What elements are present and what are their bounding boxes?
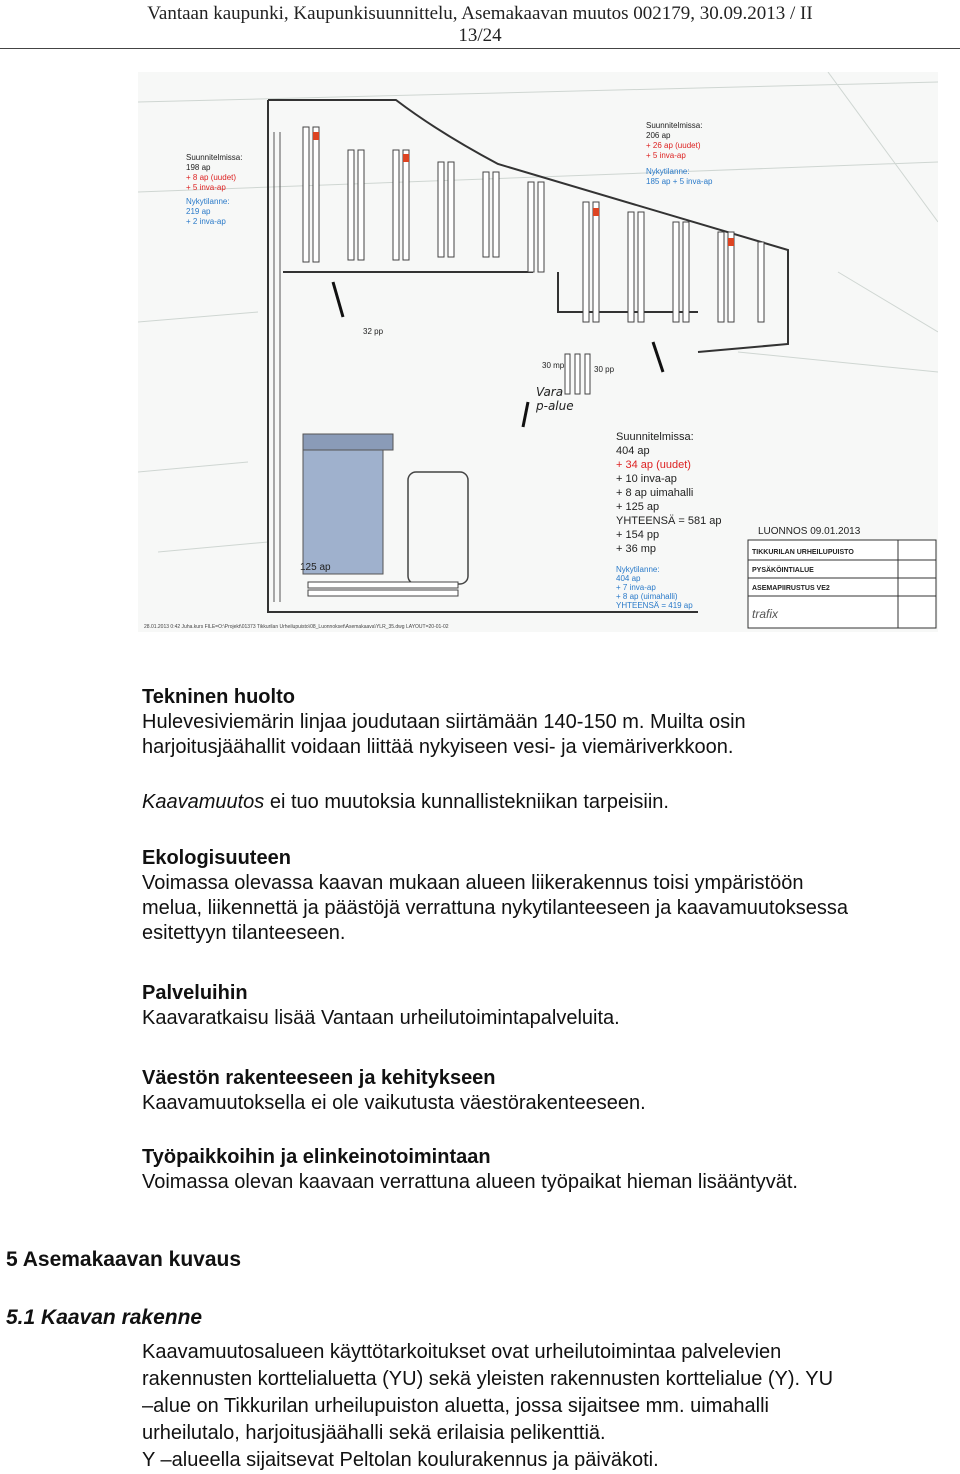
plan-block-a-now-line: + 2 inva-ap	[186, 217, 226, 226]
plan-block-a-line: + 8 ap (uudet)	[186, 173, 237, 182]
plan-block-a-line: 198 ap	[186, 163, 211, 172]
section-ekologisuuteen	[142, 846, 952, 946]
plan-file-footer: 28.01.2013 0:42 Juha.kurs FILE=O:\Projekt\01373 Tikkurilan Urheilupuisto\08_Luonnokset\Asemakaava\YLR_35.dwg LAYOUT=20-01-02	[144, 624, 449, 630]
site-plan-image	[138, 72, 938, 632]
plan-block-a-now-line: 219 ap	[186, 207, 211, 216]
plan-label-125ap: 125 ap	[300, 562, 331, 573]
section-vaesto	[142, 1066, 952, 1116]
subchapter-heading: 5.1 Kaavan rakenne	[6, 1306, 203, 1329]
section-text: melua, liikennettä ja päästöjä verrattuna nykytilanteeseen ja kaavamuutoksessa	[142, 897, 848, 919]
plan-label-30mp: 30 mp	[542, 361, 565, 370]
plan-label-30pp: 30 pp	[594, 365, 615, 374]
plan-block-b-title: Suunnitelmissa:	[646, 121, 703, 130]
plan-block-c-line: + 34 ap (uudet)	[616, 459, 691, 471]
plan-block-a-now-title: Nykytilanne:	[186, 197, 230, 206]
page-number: 13/24	[458, 25, 502, 46]
section-heading: Väestön rakenteeseen ja kehitykseen	[142, 1067, 496, 1089]
kaavamuutos-italic-word: Kaavamuutos	[142, 791, 265, 813]
plan-block-c-line: + 125 ap	[616, 501, 660, 513]
plan-block-b-line: + 5 inva-ap	[646, 151, 686, 160]
section-heading: Ekologisuuteen	[142, 847, 291, 869]
section-tekninen-huolto	[142, 685, 952, 760]
plan-block-c-now-line: + 7 inva-ap	[616, 583, 656, 592]
section-text: Hulevesiviemärin linjaa joudutaan siirtämään 140-150 m. Muilta osin	[142, 711, 746, 733]
section-kaavamuutos-note	[142, 790, 952, 815]
plan-block-c-now-line: YHTEENSÄ = 419 ap	[616, 601, 693, 610]
plan-block-c-line: + 8 ap uimahalli	[616, 487, 694, 499]
plan-block-b-now-title: Nykytilanne:	[646, 167, 690, 176]
paragraph-line: Y –alueella sijaitsevat Peltolan koulurakennus ja päiväkoti.	[142, 1449, 659, 1471]
plan-block-c-title: Suunnitelmissa:	[616, 431, 694, 443]
plan-block-c-now-line: + 8 ap (uimahalli)	[616, 592, 678, 601]
section-tyopaikat	[142, 1145, 952, 1195]
section-text: Voimassa olevassa kaavan mukaan alueen liikerakennus toisi ympäristöön	[142, 872, 804, 894]
plan-block-c-now-title: Nykytilanne:	[616, 565, 660, 574]
paragraph-line: urheilutalo, harjoitusjäähalli sekä erilaisia pelikenttiä.	[142, 1422, 606, 1444]
plan-block-c-line: YHTEENSÄ = 581 ap	[616, 515, 722, 527]
paragraph-line: –alue on Tikkurilan urheilupuiston aluetta, jossa sijaitsee mm. uimahalli	[142, 1395, 769, 1417]
plan-block-c-line: + 10 inva-ap	[616, 473, 677, 485]
plan-label-32pp: 32 pp	[363, 327, 384, 336]
section-heading: Palveluihin	[142, 982, 248, 1004]
plan-block-b-line: + 26 ap (uudet)	[646, 141, 701, 150]
plan-tb-row2: PYSÄKÖINTIALUE	[752, 567, 814, 574]
plan-logo: trafix	[752, 607, 779, 621]
plan-block-c-line: + 36 mp	[616, 543, 657, 555]
chapter-heading: 5 Asemakaavan kuvaus	[6, 1248, 242, 1271]
paragraph-line: rakennusten korttelialuetta (YU) sekä yleisten rakennusten korttelialue (Y). YU	[142, 1368, 834, 1390]
section-text: harjoitusjäähallit voidaan liittää nykyiseen vesi- ja viemäriverkkoon.	[142, 736, 734, 758]
paragraph-line: Kaavamuutosalueen käyttötarkoitukset ovat urheilutoimintaa palvelevien	[142, 1341, 782, 1363]
kaavan-rakenne-paragraph	[142, 1339, 952, 1474]
plan-block-b-line: 206 ap	[646, 131, 671, 140]
section-heading: Työpaikkoihin ja elinkeinotoimintaan	[142, 1146, 491, 1168]
plan-luonnos: LUONNOS 09.01.2013	[758, 526, 861, 537]
header-divider	[0, 48, 960, 49]
plan-hand-note: p-alue	[536, 399, 574, 413]
section-heading: Tekninen huolto	[142, 686, 295, 708]
section-text: Kaavamuutoksella ei ole vaikutusta väestörakenteeseen.	[142, 1092, 646, 1114]
section-text: Kaavaratkaisu lisää Vantaan urheilutoimintapalveluita.	[142, 1007, 620, 1029]
plan-tb-row3: ASEMAPIIRUSTUS VE2	[752, 585, 830, 592]
plan-block-c-line: + 154 pp	[616, 529, 660, 541]
section-text: esitettyyn tilanteeseen.	[142, 922, 346, 944]
plan-block-b-now-line: 185 ap + 5 inva-ap	[646, 177, 713, 186]
plan-hand-note: Vara	[536, 385, 564, 399]
plan-block-a-title: Suunnitelmissa:	[186, 153, 243, 162]
section-text: ei tuo muutoksia kunnallistekniikan tarpeisiin.	[264, 791, 669, 813]
plan-tb-row1: TIKKURILAN URHEILUPUISTO	[752, 549, 854, 556]
section-text: Voimassa olevan kaavaan verrattuna alueen työpaikat hieman lisääntyvät.	[142, 1171, 798, 1193]
plan-block-c-now-line: 404 ap	[616, 574, 641, 583]
section-palveluihin	[142, 981, 952, 1031]
plan-block-c-line: 404 ap	[616, 445, 650, 457]
header-title: Vantaan kaupunki, Kaupunkisuunnittelu, Asemakaavan muutos 002179, 30.09.2013 / II	[147, 3, 813, 24]
plan-block-a-line: + 5 inva-ap	[186, 183, 226, 192]
